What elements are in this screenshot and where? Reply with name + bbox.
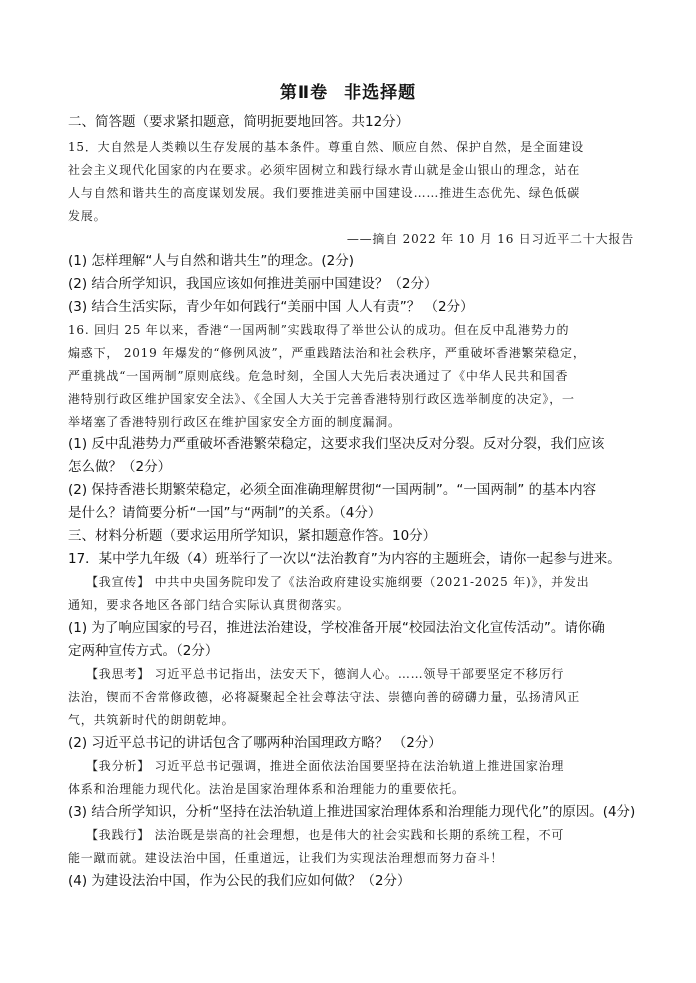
publicity-line: 【我宣传】 中共中央国务院印发了《法治政府建设实施纲要（2021-2025 年)》，并发出 [86,575,590,589]
q17-question-2: (2) 习近平总书记的讲话包含了哪两种治国理政方略？ （2分） [68,735,442,751]
q15-question-3: (3) 结合生活实际，青少年如何践行“美丽中国 人人有责”？ （2分） [68,299,474,315]
practice-line: 【我践行】 法治既是崇高的社会理想，也是伟大的社会实践和长期的系统工程，不可 [86,828,565,842]
q17-question-3: (3) 结合所学知识，分析“坚持在法治轨道上推进国家治理体系和治理能力现代化”的原因。(4分) [68,804,636,820]
part-title [0,78,696,103]
thinking-line: 气，共筑新时代的朗朗乾坤。 [68,713,235,727]
q16-question-2: (2) 保持香港长期繁荣稳定，必须全面准确理解贯彻“一国两制”。“一国两制” 的基本内容 [68,482,597,498]
section3-header: 三、材料分析题（要求运用所学知识，紧扣题意作答。10分） [68,528,437,544]
q16-passage-line: 举堵塞了香港特别行政区在维护国家安全方面的制度漏洞。 [68,415,401,429]
q16-question-2-cont: 是什么？请简要分析“一国”与“两制”的关系。（4分） [68,505,382,521]
q16-passage-line: 煽惑下， 2019 年爆发的“修例风波”，严重践踏法治和社会秩序，严重破坏香港繁荣稳定， [68,346,586,360]
section2-header: 二、简答题（要求紧扣题意，简明扼要地回答。共12分） [68,114,410,130]
thinking-line: 【我思考】 习近平总书记指出，法安天下，德润人心。……领导干部要坚定不移厉行 [86,667,565,681]
q16-question-1-cont: 怎么做？（2分） [68,459,172,475]
q15-passage-line: 社会主义现代化国家的内在要求。必须牢固树立和践行绿水青山就是金山银山的理念，站在 [68,163,581,177]
q16-question-1: (1) 反中乱港势力严重破坏香港繁荣稳定，这要求我们坚决反对分裂。反对分裂，我们应该 [68,436,605,452]
q15-passage-line: 发展。 [68,209,107,223]
q17-question-4: (4) 为建设法治中国，作为公民的我们应如何做？（2分） [68,873,411,889]
analysis-line: 【我分析】 习近平总书记强调，推进全面依法治国要坚持在法治轨道上推进国家治理 [86,759,565,773]
q16-passage-line: 严重挑战“一国两制”原则底线。危急时刻，全国人大先后表决通过了《中华人民共和国香 [68,369,569,383]
q15-passage-line: 15．大自然是人类赖以生存发展的基本条件。尊重自然、顺应自然、保护自然，是全面建设 [68,140,585,154]
q15-passage-line: 人与自然和谐共生的高度谋划发展。我们要推进美丽中国建设……推进生态优先、绿色低碳 [68,186,581,200]
q16-passage-line: 16. 回归 25 年以来，香港“一国两制”实践取得了举世公认的成功。但在反中乱港势力的 [68,323,570,337]
q17-question-1: (1) 为了响应国家的号召，推进法治建设，学校准备开展“校园法治文化宣传活动”。请你确 [68,620,605,636]
practice-line: 能一蹴而就。建设法治中国，任重道远，让我们为实现法治理想而努力奋斗！ [68,851,504,865]
q17-question-1-cont: 定两种宣传方式。（2分） [68,643,219,659]
q17-intro: 17．某中学九年级（4）班举行了一次以“法治教育”为内容的主题班会，请你一起参与进来。 [68,551,621,567]
thinking-line: 法治，锲而不舍常修政德，必将凝聚起全社会尊法守法、崇德向善的磅礴力量，弘扬清风正 [68,690,581,704]
part-name: 非选择题 [344,83,417,103]
publicity-line: 通知，要求各地区各部门结合实际认真贯彻落实。 [68,598,350,612]
q16-passage-line: 港特别行政区维护国家安全法》、《全国人大关于完善香港特别行政区选举制度的决定》，一 [68,392,575,406]
q15-question-1: (1) 怎样理解“人与自然和谐共生”的理念。(2分) [68,253,355,269]
analysis-line: 体系和治理能力现代化。法治是国家治理体系和治理能力的重要依托。 [68,782,465,796]
q15-source: ——摘自 2022 年 10 月 16 日习近平二十大报告 [346,232,634,246]
q15-question-2: (2) 结合所学知识，我国应该如何推进美丽中国建设？（2分） [68,276,438,292]
part-label: 第Ⅱ卷 [279,83,329,103]
